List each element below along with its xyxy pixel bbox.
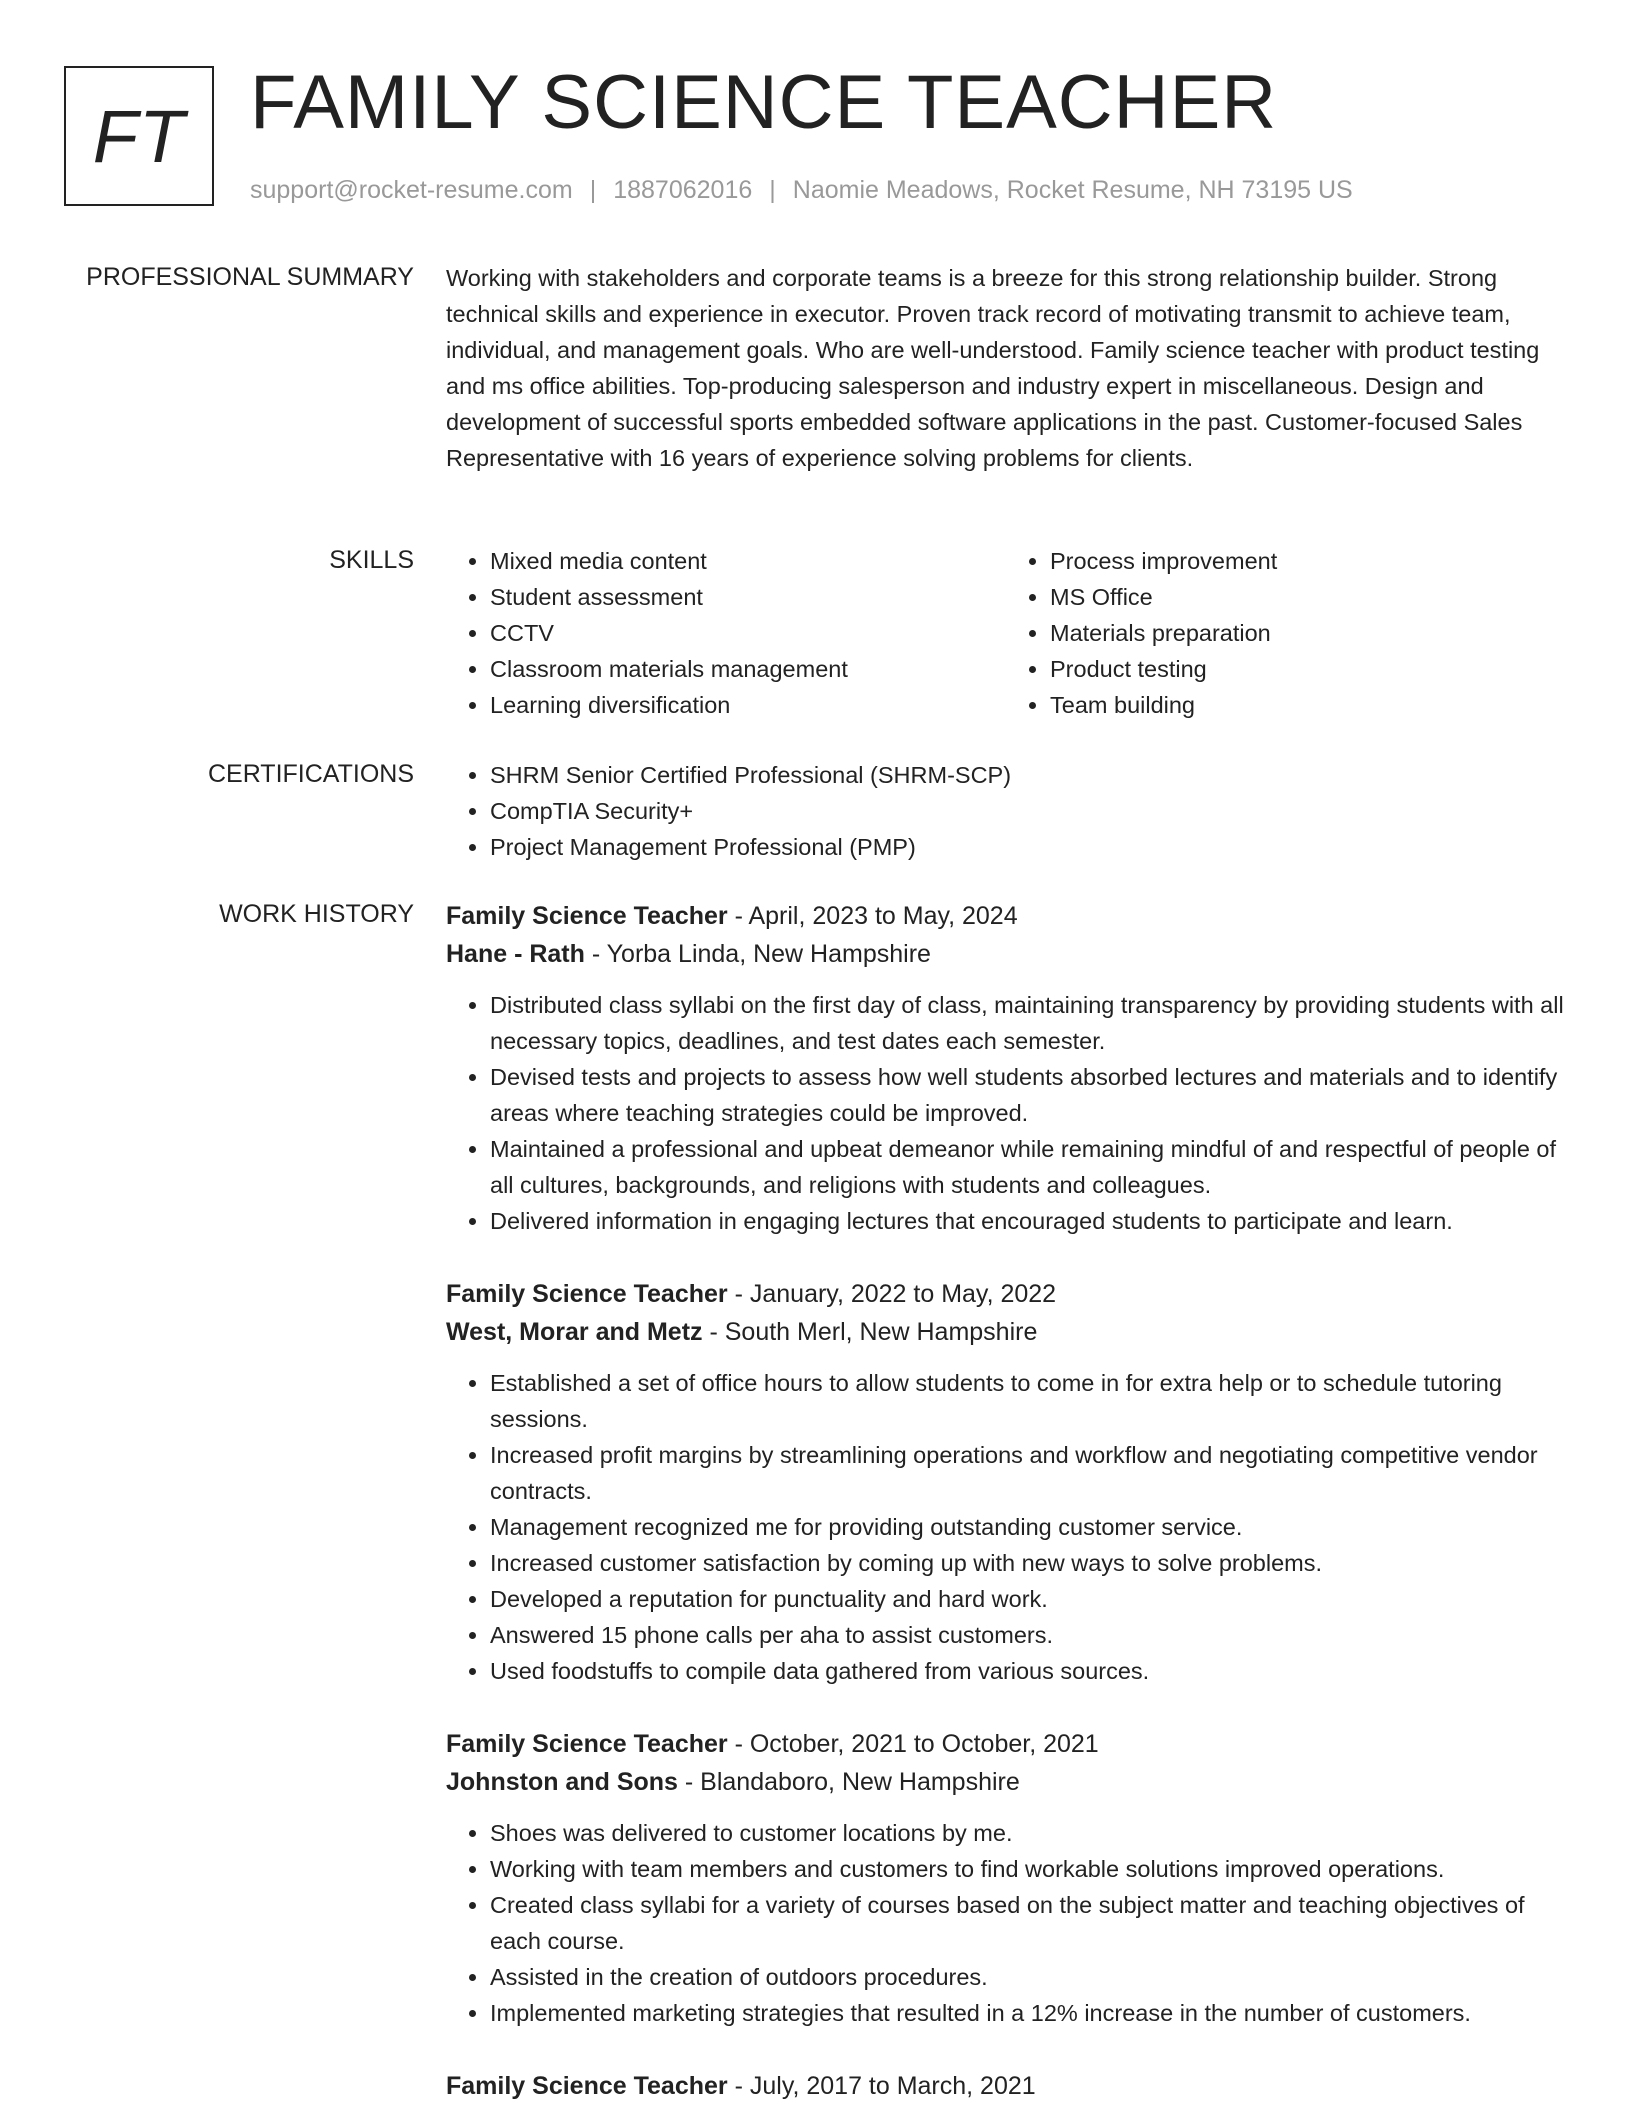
job-bullet: • Created class syllabi for a variety of courses based on the subject matter and teaching objectives of each course.	[490, 1887, 1566, 1959]
job-bullet: • Increased customer satisfaction by coming up with new ways to solve problems.	[490, 1545, 1566, 1581]
job-location: - Blandaboro, New Hampshire	[677, 1768, 1020, 1796]
job-entry	[446, 1275, 1566, 1689]
job-bullets	[446, 1365, 1566, 1689]
job-bullet: • Implemented marketing strategies that resulted in a 12% increase in the number of customers.	[490, 1995, 1566, 2031]
skill-item: • Classroom materials management	[490, 651, 1006, 687]
job-title: Family Science Teacher	[446, 2072, 728, 2100]
job-bullet: • Assisted in the creation of outdoors procedures.	[490, 1959, 1566, 1995]
job-bullet: • Management recognized me for providing outstanding customer service.	[490, 1509, 1566, 1545]
certification-item: • Project Management Professional (PMP)	[490, 829, 1566, 865]
job-company: Hane - Rath	[446, 940, 585, 968]
job-title-line	[446, 897, 1566, 935]
job-company-line	[446, 1763, 1566, 1801]
job-bullet: • Devised tests and projects to assess how well students absorbed lectures and materials and to identify areas where teaching strategies could be improved.	[490, 1059, 1566, 1131]
job-title-line	[446, 1275, 1566, 1313]
certification-item: • CompTIA Security+	[490, 793, 1566, 829]
job-bullet: • Answered 15 phone calls per aha to assist customers.	[490, 1617, 1566, 1653]
job-title-line	[446, 2067, 1566, 2105]
skill-item: • Student assessment	[490, 579, 1006, 615]
job-bullets	[446, 1815, 1566, 2031]
job-dates: - October, 2021 to October, 2021	[727, 1730, 1099, 1758]
summary-text: Working with stakeholders and corporate teams is a breeze for this strong relationship builder. Strong technical skills and experience in executor. Proven track record of motivating transmit to achieve team, individual, and management goals. Who are well-understood. Family science teacher with product testing and ms office abilities. Top-producing salesperson and industry expert in miscellaneous. Design and development of successful sports embedded software applications in the past. Customer-focused Sales Representative with 16 years of experience solving problems for clients.	[446, 265, 1540, 471]
job-title: Family Science Teacher	[446, 902, 728, 930]
skill-item: • Learning diversification	[490, 687, 1006, 723]
job-bullet: • Delivered information in engaging lectures that encouraged students to participate and learn.	[490, 1203, 1566, 1239]
skills-list-left	[446, 543, 1006, 723]
job-company: West, Morar and Metz	[446, 1318, 703, 1346]
contact-separator: |	[589, 176, 597, 204]
certification-item: • SHRM Senior Certified Professional (SHRM-SCP)	[490, 757, 1566, 793]
skill-item: • Team building	[1050, 687, 1566, 723]
job-bullet: • Working with team members and customers to find workable solutions improved operations.	[490, 1851, 1566, 1887]
job-company-line	[446, 935, 1566, 973]
job-title: Family Science Teacher	[446, 1280, 728, 1308]
skill-item: • Materials preparation	[1050, 615, 1566, 651]
section-label-skills: SKILLS	[329, 546, 414, 574]
contact-address: Naomie Meadows, Rocket Resume, NH 73195 US	[792, 176, 1353, 204]
job-company: Johnston and Sons	[446, 1768, 678, 1796]
skill-item: • MS Office	[1050, 579, 1566, 615]
job-company-line	[446, 1313, 1566, 1351]
job-bullet: • Maintained a professional and upbeat demeanor while remaining mindful of and respectful of people of all cultures, backgrounds, and religions with students and colleagues.	[490, 1131, 1566, 1203]
job-bullets	[446, 987, 1566, 1239]
job-bullet: • Used foodstuffs to compile data gathered from various sources.	[490, 1653, 1566, 1689]
job-title-line	[446, 1725, 1566, 1763]
page-title: FAMILY SCIENCE TEACHER	[250, 60, 1278, 145]
job-dates: - July, 2017 to March, 2021	[727, 2072, 1036, 2100]
contact-email: support@rocket-resume.com	[250, 176, 573, 204]
job-entry	[446, 2067, 1566, 2105]
job-entry	[446, 897, 1566, 1239]
job-dates: - April, 2023 to May, 2024	[727, 902, 1018, 930]
skills-list-right	[1006, 543, 1566, 723]
job-location: - Yorba Linda, New Hampshire	[584, 940, 931, 968]
certifications-list	[446, 757, 1566, 865]
job-dates: - January, 2022 to May, 2022	[727, 1280, 1057, 1308]
skill-item: • CCTV	[490, 615, 1006, 651]
skill-item: • Product testing	[1050, 651, 1566, 687]
skill-item: • Process improvement	[1050, 543, 1566, 579]
job-bullet: • Distributed class syllabi on the first day of class, maintaining transparency by providing students with all necessary topics, deadlines, and test dates each semester.	[490, 987, 1566, 1059]
contact-line	[250, 176, 1353, 205]
contact-phone: 1887062016	[613, 176, 753, 204]
job-bullet: • Developed a reputation for punctuality and hard work.	[490, 1581, 1566, 1617]
contact-separator: |	[769, 176, 776, 204]
job-location: - South Merl, New Hampshire	[702, 1318, 1038, 1346]
job-title: Family Science Teacher	[446, 1730, 728, 1758]
job-bullet: • Shoes was delivered to customer locations by me.	[490, 1815, 1566, 1851]
section-label-certifications: CERTIFICATIONS	[207, 760, 414, 788]
job-entry	[446, 1725, 1566, 2031]
monogram-logo: FT	[64, 66, 214, 206]
section-label-summary: PROFESSIONAL SUMMARY	[86, 263, 414, 291]
job-bullet: • Increased profit margins by streamlining operations and workflow and negotiating competitive vendor contracts.	[490, 1437, 1566, 1509]
section-label-work-history: WORK HISTORY	[219, 900, 414, 928]
job-bullet: • Established a set of office hours to allow students to come in for extra help or to schedule tutoring sessions.	[490, 1365, 1566, 1437]
skill-item: • Mixed media content	[490, 543, 1006, 579]
